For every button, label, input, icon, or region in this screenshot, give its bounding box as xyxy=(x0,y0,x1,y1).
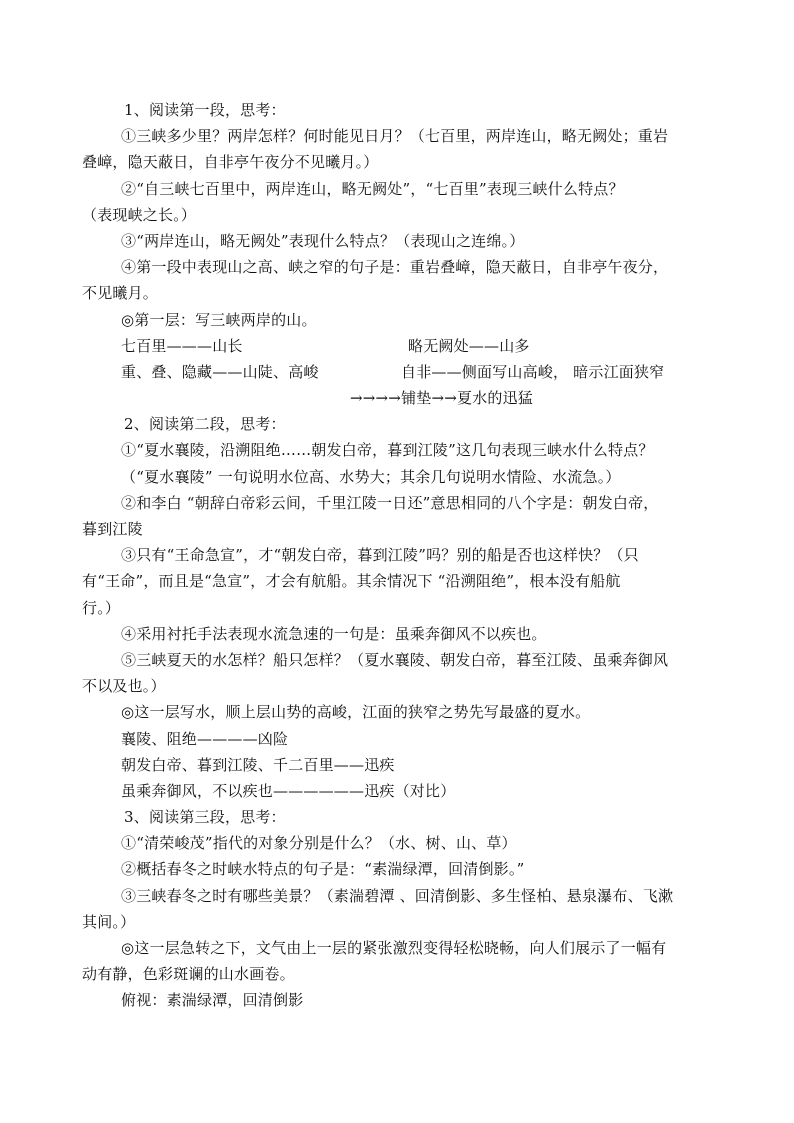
s2-question-3-cont: 有“王命”，而且是“急宣”，才会有航船。其余情况下 “沿溯阻绝”，根本没有船航 xyxy=(82,572,621,591)
section-3-heading: 3、阅读第三段，思考： xyxy=(124,808,286,827)
section-1-heading: 1、阅读第一段，思考： xyxy=(124,101,286,119)
s2-question-2-cont: 暮到江陵 xyxy=(82,520,143,538)
s2-question-5-cont: 不以及也。） xyxy=(82,677,166,696)
s1-question-2-cont: （表现峡之长。） xyxy=(82,205,197,224)
s2-question-1-cont: （“夏水襄陵” 一句说明水位高、水势大；其余几句说明水情险、水流急。） xyxy=(121,467,621,486)
s2-question-3: ③只有“王命急宣”，才“朝发白帝，暮到江陵”吗？别的船是否也这样快？（只 xyxy=(121,546,639,565)
s3-question-3: ③三峡春冬之时有哪些美景？（素湍碧潭 、回清倒影、多生怪柏、悬泉瀑布、飞漱 xyxy=(121,886,674,905)
s2-question-3-cont-2: 行。） xyxy=(82,598,121,617)
s1-analysis-row-3: →→→→铺垫→→夏水的迅猛 xyxy=(350,389,534,408)
s1-question-4-cont: 不见曦月。 xyxy=(82,284,159,303)
s1-question-4: ④第一段中表现山之高、峡之窄的句子是：重岩叠嶂，隐天蔽日，自非亭午夜分， xyxy=(121,258,669,277)
s1-analysis-row-1 xyxy=(118,333,698,359)
s3-question-3-cont: 其间。） xyxy=(82,912,136,931)
s1-layer-summary: ◎第一层：写三峡两岸的山。 xyxy=(121,310,317,329)
s1-row-1-right: 略无阙处——山多 xyxy=(408,336,530,355)
s3-question-2: ②概括春冬之时峡水特点的句子是：“素湍绿潭，回清倒影。” xyxy=(121,860,525,879)
section-2-heading: 2、阅读第二段，思考： xyxy=(124,415,286,434)
s1-row-2-left: 重、叠、隐藏——山陡、高峻 xyxy=(121,362,319,381)
document-body xyxy=(82,97,698,1014)
s2-layer-summary: ◎这一层写水，顺上层山势的高峻，江面的狭窄之势先写最盛的夏水。 xyxy=(121,703,591,722)
s2-question-1: ①“夏水襄陵，沿溯阻绝……朝发白帝，暮到江陵”这几句表现三峡水什么特点？ xyxy=(121,441,654,460)
s3-layer-summary: ◎这一层急转之下，文气由上一层的紧张激烈变得轻松晓畅，向人们展示了一幅有 xyxy=(121,939,667,957)
s2-analysis-row-2: 朝发白帝、暮到江陵、千二百里——迅疾 xyxy=(121,755,395,774)
s1-question-2: ②“自三峡七百里中，两岸连山，略无阙处”，“七百里”表现三峡什么特点？ xyxy=(121,179,624,198)
s3-layer-summary-cont: 动有静，色彩斑谰的山水画卷。 xyxy=(82,965,295,984)
s2-question-4: ④采用衬托手法表现水流急速的一句是：虽乘奔御风不以疾也。 xyxy=(121,624,547,643)
s3-view-note: 俯视：素湍绿潭，回清倒影 xyxy=(121,991,304,1010)
s1-question-3: ③“两岸连山，略无阙处”表现什么特点？（表现山之连绵。） xyxy=(121,231,525,250)
s2-question-2: ②和李白 “朝辞白帝彩云间，千里江陵一日还”意思相同的八个字是：朝发白帝， xyxy=(121,493,659,512)
s1-question-1: ①三峡多少里？两岸怎样？何时能见日月？（七百里，两岸连山，略无阙处；重岩 xyxy=(121,127,669,146)
s1-question-1-cont: 叠嶂，隐天蔽日，自非亭午夜分不见曦月。） xyxy=(82,153,379,172)
s1-analysis-row-2 xyxy=(118,359,698,385)
s2-question-5: ⑤三峡夏天的水怎样？船只怎样？（夏水襄陵、朝发白帝，暮至江陵、虽乘奔御风 xyxy=(121,650,669,669)
s2-analysis-row-1: 襄陵、阻绝————凶险 xyxy=(121,729,289,748)
s1-row-1-left: 七百里———山长 xyxy=(121,336,243,355)
s1-row-2-right: 自非——侧面写山高峻， 暗示江面狭窄 xyxy=(401,362,665,381)
s2-analysis-row-3: 虽乘奔御风，不以疾也——————迅疾（对比） xyxy=(121,781,456,800)
s3-question-1: ①“清荣峻茂”指代的对象分别是什么？（水、树、山、草） xyxy=(121,834,517,853)
